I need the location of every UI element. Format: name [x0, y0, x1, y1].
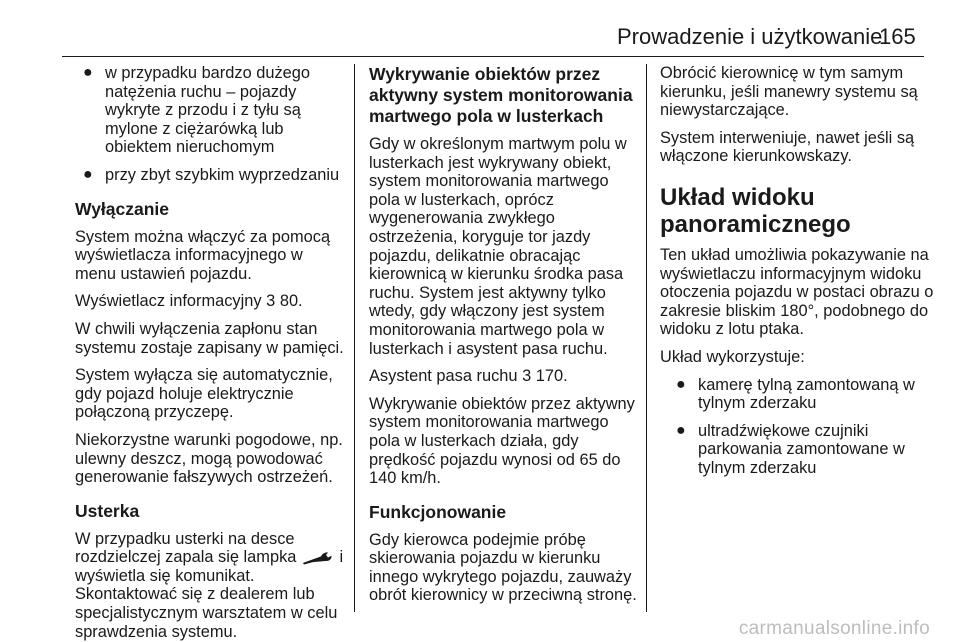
bullet-icon: ● [83, 165, 93, 183]
paragraph: Gdy kierowca podejmie próbę skierowania pojazdu w kierunku innego wykrytego pojazdu, zauważy obrót kierownicy w przeciwną stronę. [369, 530, 637, 605]
heading-wylaczanie: Wyłączanie [75, 198, 170, 219]
header-rule [62, 56, 924, 57]
list-item: ● w przypadku bardzo dużego natężenia ruchu – pojazdy wykryte z przodu i z tyłu są mylone z ciężarówką lub obiektem nieruchomym [83, 64, 311, 157]
paragraph: Ten układ umożliwia pokazywanie na wyświetlaczu informacyjnym widoku otoczenia pojazdu w postaci obrazu o zakresie bliskim 180°, podobnego do widoku z lotu ptaka. [660, 245, 934, 339]
column-1 [75, 64, 347, 641]
header-title: Prowadzenie i użytkowanie [617, 24, 883, 49]
paragraph: Gdy w określonym martwym polu w lusterkach jest wykrywany obiekt, system monitorowania martwego pola w lusterkach, oprócz wygenerowania zwykłego ostrzeżenia, koryguje tor jazdy pojazdu, delikatnie obracając kierownicą w kierunku środka pasa ruchu. System jest aktywny tylko wtedy, gdy włączony jest system monitorowania martwego pola w lusterkach i asystent pasa ruchu. [369, 135, 627, 358]
heading-usterka: Usterka [75, 500, 140, 521]
bullet-list [660, 376, 935, 478]
paragraph: W przypadku usterki na desce rozdzielczej zapala się lampka i wyświetla się komunikat. [75, 529, 344, 585]
list-item: ● ultradźwiękowe czujniki parkowania zamontowane w tylnym zderzaku [676, 421, 905, 477]
watermark: carmanualsonline.info [738, 618, 930, 639]
paragraph: System można włączyć za pomocą wyświetlacza informacyjnego w menu ustawień pojazdu. [75, 227, 331, 283]
paragraph: Wyświetlacz informacyjny 3 80. [75, 292, 303, 311]
list-item: ● kamerę tylną zamontowaną w tylnym zderzaku [676, 375, 915, 413]
column-3 [660, 64, 935, 612]
paragraph: Niekorzystne warunki pogodowe, np. ulewny deszcz, mogą powodować generowanie fałszywych ostrzeżeń. [75, 430, 343, 487]
paragraph: Układ wykorzystuje: [660, 347, 805, 366]
paragraph: Wykrywanie obiektów przez aktywny system monitorowania martwego pola w lusterkach działa, gdy prędkość pojazdu wynosi od 65 do 140 km/h. [369, 394, 635, 488]
paragraph: System interweniuje, nawet jeśli są włączone kierunkowskazy. [660, 128, 915, 166]
bullet-icon: ● [676, 421, 686, 439]
heading-uklad-widoku: Układ widoku panoramicznego [660, 183, 851, 238]
page-number: 165 [879, 24, 916, 49]
paragraph: W chwili wyłączenia zapłonu stan systemu zostaje zapisany w pamięci. [75, 319, 344, 357]
page-ref-icon: 3 [522, 367, 532, 386]
column-divider-1 [354, 64, 355, 612]
column-divider-2 [646, 64, 647, 612]
heading-funkcjonowanie: Funkcjonowanie [369, 501, 507, 522]
paragraph: Asystent pasa ruchu 3 170. [369, 367, 568, 386]
paragraph: Skontaktować się z dealerem lub specjalistycznym warsztatem w celu sprawdzenia systemu. [75, 585, 338, 641]
list-item: ● przy zbyt szybkim wyprzedzaniu [83, 165, 340, 184]
page-header [0, 0, 960, 58]
page-ref-link[interactable]: 170. [535, 367, 568, 386]
paragraph: Obrócić kierownicę w tym samym kierunku, jeśli manewry systemu są niewystarczające. [660, 64, 918, 120]
column-2 [369, 64, 637, 612]
bullet-icon: ● [83, 64, 93, 81]
wrench-icon [301, 551, 335, 565]
paragraph: System wyłącza się automatycznie, gdy pojazd holuje elektrycznie połączoną przyczepę. [75, 366, 333, 422]
heading-wykrywanie: Wykrywanie obiektów przez aktywny system monitorowania martwego pola w lusterkach [369, 64, 633, 126]
page-ref-icon: 3 [266, 292, 276, 311]
bullet-icon: ● [676, 375, 686, 393]
bullet-list [75, 64, 347, 185]
page-ref-link[interactable]: 80. [279, 292, 303, 311]
